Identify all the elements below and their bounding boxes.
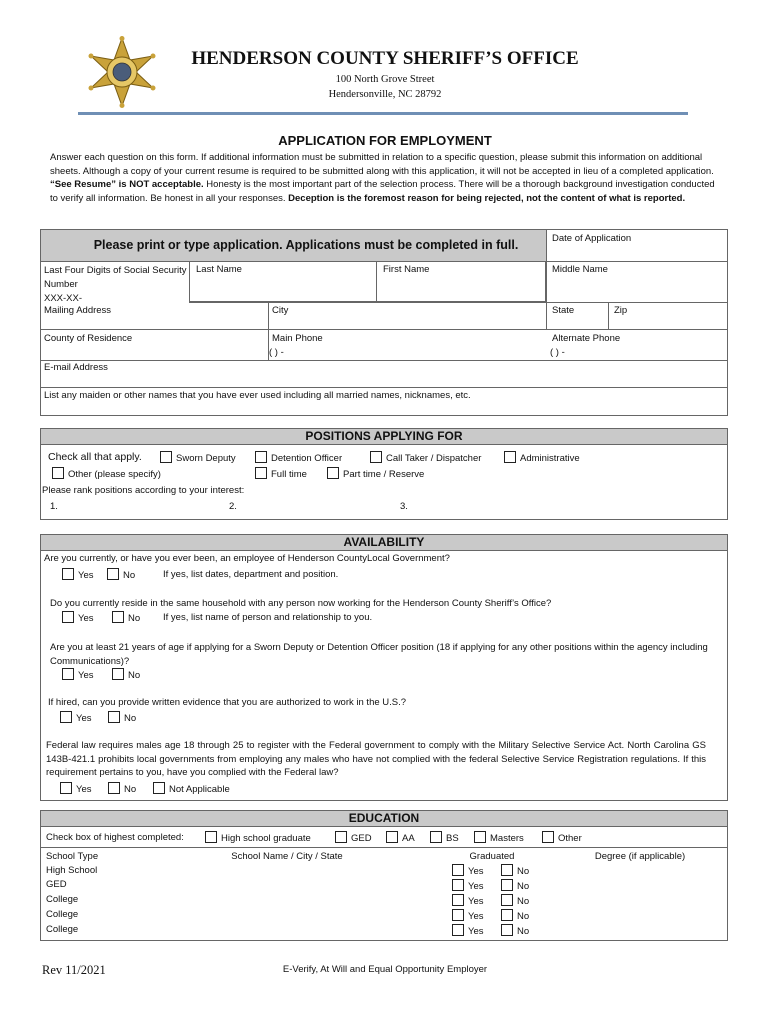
grad-no-checkbox[interactable]: [501, 894, 513, 906]
first-name-field[interactable]: First Name: [383, 264, 430, 275]
q2-yes-checkbox[interactable]: [62, 611, 74, 623]
grad-no-checkbox[interactable]: [501, 879, 513, 891]
intro-text-1: Answer each question on this form. If additional information must be submitted in relation to a specific question, please submit this information on additional sheets. Although a copy of your current resume is required to be submitted along with this application, it will not be accepted in lieu of a completed application.: [50, 152, 714, 177]
q3-yes-label: Yes: [78, 670, 94, 681]
grad-no-checkbox[interactable]: [501, 909, 513, 921]
edu-option-masters[interactable]: [474, 831, 524, 844]
detention-officer-label: Detention Officer: [271, 453, 343, 464]
grad-no-row-2[interactable]: [501, 879, 529, 892]
q5-no-label: No: [124, 784, 137, 795]
edu-option-ged[interactable]: [335, 831, 372, 844]
q4-no-checkbox[interactable]: [108, 711, 120, 723]
edu-option-bs[interactable]: [430, 831, 459, 844]
full-time-label: Full time: [271, 469, 307, 480]
zip-field[interactable]: Zip: [614, 305, 628, 316]
q1-yes[interactable]: [62, 568, 94, 581]
call-taker-label: Call Taker / Dispatcher: [386, 453, 482, 464]
q2-no-label: No: [128, 613, 141, 624]
q3-no-checkbox[interactable]: [112, 668, 124, 680]
intro-paragraph: [50, 151, 715, 205]
col-graduated: Graduated: [469, 851, 515, 862]
aa-label: AA: [402, 833, 415, 844]
masters-label: Masters: [490, 833, 524, 844]
email-field[interactable]: E-mail Address: [44, 362, 108, 373]
full-time-checkbox[interactable]: [255, 467, 267, 479]
middle-name-field[interactable]: Middle Name: [552, 264, 608, 275]
grad-no-label: No: [517, 911, 530, 922]
highschool-label: High school graduate: [221, 833, 311, 844]
ged-checkbox[interactable]: [335, 831, 347, 843]
grad-yes-label: Yes: [468, 881, 484, 892]
part-time-checkbox[interactable]: [327, 467, 339, 479]
q1-yes-checkbox[interactable]: [62, 568, 74, 580]
date-of-application-field[interactable]: Date of Application: [552, 233, 632, 244]
positions-heading: POSITIONS APPLYING FOR: [40, 428, 728, 445]
grad-yes-checkbox[interactable]: [452, 894, 464, 906]
q1-yes-label: Yes: [78, 570, 94, 581]
state-field[interactable]: State: [552, 305, 575, 316]
q5-not-applicable-label: Not Applicable: [169, 784, 230, 795]
q1-no[interactable]: [107, 568, 135, 581]
q4-yes-checkbox[interactable]: [60, 711, 72, 723]
grad-yes-row-5[interactable]: [452, 924, 484, 937]
grad-yes-checkbox[interactable]: [452, 924, 464, 936]
q2-yes[interactable]: [62, 611, 94, 624]
main-phone-mask: ( ) -: [269, 347, 284, 358]
intro-bold-1: “See Resume” is NOT acceptable.: [50, 179, 204, 190]
masters-checkbox[interactable]: [474, 831, 486, 843]
intro-text-2: Honesty is the most important part of the selection process. There will be a thorough background investigation conducted to verify all information. Be honest in all your responses.: [50, 179, 715, 204]
other-names-field[interactable]: List any maiden or other names that you have ever used including all married names, nicknames, etc.: [44, 390, 471, 401]
page-title: APPLICATION FOR EMPLOYMENT: [278, 133, 492, 148]
q3-no-label: No: [128, 670, 141, 681]
county-field[interactable]: County of Residence: [44, 333, 133, 344]
grad-no-row-4[interactable]: [501, 909, 529, 922]
alternate-phone-field[interactable]: Alternate Phone: [552, 333, 621, 344]
q4-yes[interactable]: [60, 711, 92, 724]
city-field[interactable]: City: [272, 305, 289, 316]
q3-yes[interactable]: [62, 668, 94, 681]
grad-no-label: No: [517, 926, 530, 937]
detention-officer-option[interactable]: [255, 451, 342, 464]
grad-no-row-3[interactable]: [501, 894, 529, 907]
rank-instructions: Please rank positions according to your interest:: [42, 485, 245, 496]
administrative-label: Administrative: [520, 453, 580, 464]
highschool-checkbox[interactable]: [205, 831, 217, 843]
ssn-label: [44, 264, 189, 306]
grad-yes-row-1[interactable]: [452, 864, 484, 877]
q4-no[interactable]: [108, 711, 136, 724]
ssn-mask[interactable]: XXX-XX-: [44, 293, 83, 304]
q2-no[interactable]: [112, 611, 140, 624]
other-edu-label: Other: [558, 833, 582, 844]
edu-row-type: College: [46, 909, 79, 920]
revision-label: Rev 11/2021: [42, 963, 106, 977]
ssn-label-text: Last Four Digits of Social Security Number: [44, 265, 187, 290]
q5-not-applicable[interactable]: [153, 782, 230, 795]
intro-bold-2: Deception is the foremost reason for being rejected, not the content of what is reported.: [288, 192, 686, 204]
administrative-checkbox[interactable]: [504, 451, 516, 463]
mailing-address-field[interactable]: Mailing Address: [44, 305, 112, 316]
q3-yes-checkbox[interactable]: [62, 668, 74, 680]
bs-checkbox[interactable]: [430, 831, 442, 843]
aa-checkbox[interactable]: [386, 831, 398, 843]
agency-street: 100 North Grove Street: [335, 74, 435, 85]
name-box: [189, 261, 546, 302]
highest-completed-label: Check box of highest completed:: [46, 832, 184, 843]
q5-no[interactable]: [108, 782, 136, 795]
full-time-option[interactable]: [255, 467, 307, 480]
grad-no-label: No: [517, 896, 530, 907]
q5-yes[interactable]: [60, 782, 92, 795]
question-household: Do you currently reside in the same household with any person now working for the Henderson County Sheriff’s Office?: [50, 598, 552, 609]
grad-yes-row-4[interactable]: [452, 909, 484, 922]
question-county-employee: Are you currently, or have you ever been, an employee of Henderson CountyLocal Government?: [44, 553, 450, 564]
other-position-checkbox[interactable]: [52, 467, 64, 479]
grad-yes-label: Yes: [468, 911, 484, 922]
part-time-option[interactable]: [327, 467, 424, 480]
call-taker-checkbox[interactable]: [370, 451, 382, 463]
education-table: [40, 827, 728, 941]
q1-no-checkbox[interactable]: [107, 568, 119, 580]
agency-name: HENDERSON COUNTY SHERIFF’S OFFICE: [191, 48, 579, 69]
part-time-label: Part time / Reserve: [343, 469, 425, 480]
grad-no-label: No: [517, 881, 530, 892]
grad-no-checkbox[interactable]: [501, 924, 513, 936]
grad-yes-checkbox[interactable]: [452, 909, 464, 921]
sworn-deputy-option[interactable]: [160, 451, 236, 464]
grad-yes-label: Yes: [468, 866, 484, 877]
q2-yes-label: Yes: [78, 613, 94, 624]
rank-1-field[interactable]: 1.: [50, 501, 58, 512]
edu-row-type: College: [46, 924, 79, 935]
grad-yes-row-2[interactable]: [452, 879, 484, 892]
detention-officer-checkbox[interactable]: [255, 451, 267, 463]
other-position-option[interactable]: [52, 467, 161, 480]
grad-no-label: No: [517, 866, 530, 877]
q2-note: If yes, list name of person and relationship to you.: [163, 612, 373, 623]
edu-row-type: College: [46, 894, 79, 905]
grad-yes-row-3[interactable]: [452, 894, 484, 907]
personal-banner-text: Please print or type application. Applications must be completed in full.: [93, 238, 519, 252]
rank-2-field[interactable]: 2.: [229, 501, 237, 512]
edu-option-other[interactable]: [542, 831, 582, 844]
call-taker-option[interactable]: [370, 451, 481, 464]
main-phone-field[interactable]: Main Phone: [272, 333, 323, 344]
col-school-type: School Type: [46, 851, 99, 862]
question-work-authorization: If hired, can you provide written evidence that you are authorized to work in the U.S.?: [48, 697, 407, 708]
edu-row-type: GED: [46, 879, 67, 890]
rank-3-field[interactable]: 3.: [400, 501, 408, 512]
grad-yes-label: Yes: [468, 926, 484, 937]
edu-option-aa[interactable]: [386, 831, 415, 844]
q2-no-checkbox[interactable]: [112, 611, 124, 623]
col-school-name: School Name / City / State: [231, 851, 343, 862]
bs-label: BS: [446, 833, 459, 844]
grad-yes-label: Yes: [468, 896, 484, 907]
other-position-label: Other (please specify): [68, 469, 161, 480]
q1-note: If yes, list dates, department and position.: [163, 569, 339, 580]
education-heading: EDUCATION: [40, 810, 728, 827]
check-all-label: Check all that apply.: [48, 451, 142, 463]
grad-yes-checkbox[interactable]: [452, 864, 464, 876]
alternate-phone-mask: ( ) -: [550, 347, 565, 358]
agency-city: Hendersonville, NC 28792: [328, 89, 442, 100]
other-edu-checkbox[interactable]: [542, 831, 554, 843]
col-degree: Degree (if applicable): [594, 851, 686, 862]
grad-no-row-1[interactable]: [501, 864, 529, 877]
availability-heading: AVAILABILITY: [40, 534, 728, 551]
q3-no[interactable]: [112, 668, 140, 681]
administrative-option[interactable]: [504, 451, 580, 464]
question-age: Are you at least 21 years of age if applying for a Sworn Deputy or Detention Officer position (18 if applying for any other positions within the agency including Communications)?: [50, 642, 708, 667]
edu-option-highschool[interactable]: [205, 831, 311, 844]
footer-employer-note: E-Verify, At Will and Equal Opportunity Employer: [282, 964, 488, 975]
grad-no-checkbox[interactable]: [501, 864, 513, 876]
q5-yes-label: Yes: [76, 784, 92, 795]
question-selective-service: Federal law requires males age 18 through 25 to register with the Federal government to comply with the Military Selective Service Act. North Carolina GS 143B-421.1 prohibits local governments from employing any males who have not complied with the federal Selective Service Registration regulations. If this requirement pertains to you, have you complied with the Federal law?: [46, 740, 706, 778]
q5-yes-checkbox[interactable]: [60, 782, 72, 794]
sworn-deputy-checkbox[interactable]: [160, 451, 172, 463]
edu-row-type: High School: [46, 865, 98, 876]
q4-yes-label: Yes: [76, 713, 92, 724]
q5-not-applicable-checkbox[interactable]: [153, 782, 165, 794]
grad-yes-checkbox[interactable]: [452, 879, 464, 891]
ged-label: GED: [351, 833, 372, 844]
header-rule: [78, 112, 688, 115]
sworn-deputy-label: Sworn Deputy: [176, 453, 236, 464]
grad-no-row-5[interactable]: [501, 924, 529, 937]
q1-no-label: No: [123, 570, 136, 581]
q4-no-label: No: [124, 713, 137, 724]
last-name-field[interactable]: Last Name: [196, 264, 242, 275]
q5-no-checkbox[interactable]: [108, 782, 120, 794]
